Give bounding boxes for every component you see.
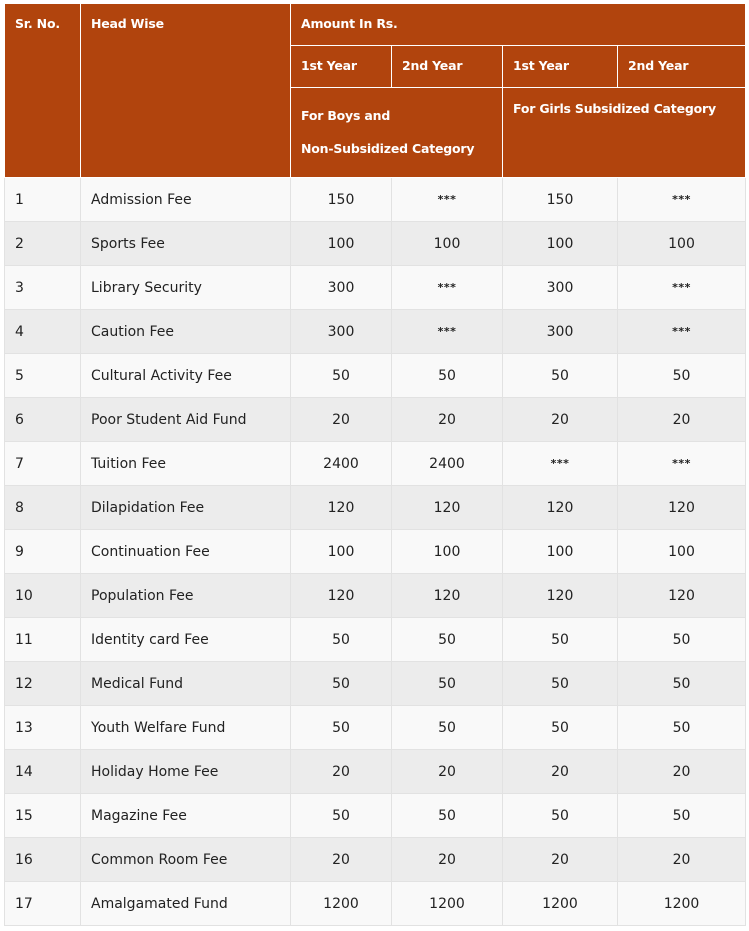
head-cell: Youth Welfare Fund — [81, 706, 291, 750]
boys-2nd-year-cell: 50 — [392, 618, 503, 662]
girls-2nd-year-cell: *** — [618, 266, 746, 310]
fee-table — [4, 3, 746, 926]
girls-2nd-year-cell: 50 — [618, 794, 746, 838]
girls-2nd-year-cell: 120 — [618, 486, 746, 530]
head-cell: Common Room Fee — [81, 838, 291, 882]
girls-2nd-year-cell: *** — [618, 178, 746, 222]
boys-1st-year-cell: 100 — [291, 222, 392, 266]
header-boys-line2: Non-Subsidized Category — [301, 141, 475, 156]
head-cell: Sports Fee — [81, 222, 291, 266]
girls-1st-year-cell: 50 — [503, 662, 618, 706]
sr-cell: 11 — [5, 618, 81, 662]
girls-1st-year-cell: 50 — [503, 794, 618, 838]
boys-2nd-year-cell: 50 — [392, 794, 503, 838]
girls-1st-year-cell: 120 — [503, 574, 618, 618]
boys-1st-year-cell: 50 — [291, 794, 392, 838]
boys-1st-year-cell: 2400 — [291, 442, 392, 486]
header-head-wise: Head Wise — [81, 4, 291, 178]
sr-cell: 6 — [5, 398, 81, 442]
girls-1st-year-cell: 20 — [503, 750, 618, 794]
boys-1st-year-cell: 50 — [291, 354, 392, 398]
header-amount: Amount In Rs. — [291, 4, 746, 46]
boys-2nd-year-cell: 20 — [392, 750, 503, 794]
table-row — [5, 794, 746, 838]
girls-1st-year-cell: 100 — [503, 222, 618, 266]
girls-1st-year-cell: 20 — [503, 398, 618, 442]
head-cell: Caution Fee — [81, 310, 291, 354]
girls-1st-year-cell: 300 — [503, 310, 618, 354]
table-row — [5, 618, 746, 662]
boys-2nd-year-cell: 20 — [392, 398, 503, 442]
table-row — [5, 530, 746, 574]
boys-1st-year-cell: 20 — [291, 398, 392, 442]
boys-2nd-year-cell: 100 — [392, 222, 503, 266]
table-row — [5, 882, 746, 926]
girls-2nd-year-cell: 20 — [618, 398, 746, 442]
header-girls-1st-year: 1st Year — [503, 46, 618, 88]
head-cell: Population Fee — [81, 574, 291, 618]
table-row — [5, 266, 746, 310]
table-row — [5, 310, 746, 354]
sr-cell: 12 — [5, 662, 81, 706]
boys-1st-year-cell: 150 — [291, 178, 392, 222]
table-row — [5, 662, 746, 706]
sr-cell: 2 — [5, 222, 81, 266]
boys-1st-year-cell: 120 — [291, 574, 392, 618]
boys-1st-year-cell: 100 — [291, 530, 392, 574]
header-girls-2nd-year: 2nd Year — [618, 46, 746, 88]
girls-1st-year-cell: *** — [503, 442, 618, 486]
boys-1st-year-cell: 300 — [291, 310, 392, 354]
boys-2nd-year-cell: *** — [392, 310, 503, 354]
girls-2nd-year-cell: 50 — [618, 706, 746, 750]
boys-1st-year-cell: 20 — [291, 750, 392, 794]
girls-2nd-year-cell: 100 — [618, 530, 746, 574]
boys-2nd-year-cell: 1200 — [392, 882, 503, 926]
table-row — [5, 838, 746, 882]
head-cell: Amalgamated Fund — [81, 882, 291, 926]
girls-1st-year-cell: 50 — [503, 706, 618, 750]
girls-1st-year-cell: 20 — [503, 838, 618, 882]
sr-cell: 1 — [5, 178, 81, 222]
girls-2nd-year-cell: *** — [618, 310, 746, 354]
girls-1st-year-cell: 50 — [503, 618, 618, 662]
girls-1st-year-cell: 50 — [503, 354, 618, 398]
girls-2nd-year-cell: 50 — [618, 354, 746, 398]
sr-cell: 7 — [5, 442, 81, 486]
boys-2nd-year-cell: 50 — [392, 354, 503, 398]
boys-2nd-year-cell: 50 — [392, 706, 503, 750]
boys-2nd-year-cell: *** — [392, 178, 503, 222]
head-cell: Magazine Fee — [81, 794, 291, 838]
table-body — [5, 178, 746, 926]
boys-2nd-year-cell: *** — [392, 266, 503, 310]
boys-2nd-year-cell: 100 — [392, 530, 503, 574]
head-cell: Medical Fund — [81, 662, 291, 706]
header-boys-line1: For Boys and — [301, 108, 391, 123]
head-cell: Cultural Activity Fee — [81, 354, 291, 398]
table-row — [5, 222, 746, 266]
boys-1st-year-cell: 50 — [291, 618, 392, 662]
head-cell: Holiday Home Fee — [81, 750, 291, 794]
girls-1st-year-cell: 1200 — [503, 882, 618, 926]
header-boys-2nd-year: 2nd Year — [392, 46, 503, 88]
sr-cell: 14 — [5, 750, 81, 794]
girls-1st-year-cell: 300 — [503, 266, 618, 310]
girls-2nd-year-cell: 100 — [618, 222, 746, 266]
girls-2nd-year-cell: 20 — [618, 750, 746, 794]
girls-2nd-year-cell: 1200 — [618, 882, 746, 926]
boys-1st-year-cell: 20 — [291, 838, 392, 882]
girls-2nd-year-cell: 50 — [618, 618, 746, 662]
sr-cell: 15 — [5, 794, 81, 838]
table-row — [5, 442, 746, 486]
table-row — [5, 574, 746, 618]
sr-cell: 9 — [5, 530, 81, 574]
header-girls-category: For Girls Subsidized Category — [503, 88, 746, 178]
table-row — [5, 750, 746, 794]
sr-cell: 10 — [5, 574, 81, 618]
boys-1st-year-cell: 300 — [291, 266, 392, 310]
girls-2nd-year-cell: 20 — [618, 838, 746, 882]
sr-cell: 8 — [5, 486, 81, 530]
head-cell: Dilapidation Fee — [81, 486, 291, 530]
table-row — [5, 178, 746, 222]
table-header — [5, 4, 746, 178]
head-cell: Library Security — [81, 266, 291, 310]
head-cell: Poor Student Aid Fund — [81, 398, 291, 442]
sr-cell: 4 — [5, 310, 81, 354]
girls-1st-year-cell: 100 — [503, 530, 618, 574]
girls-2nd-year-cell: *** — [618, 442, 746, 486]
boys-1st-year-cell: 50 — [291, 662, 392, 706]
boys-2nd-year-cell: 120 — [392, 486, 503, 530]
girls-1st-year-cell: 150 — [503, 178, 618, 222]
header-boys-1st-year: 1st Year — [291, 46, 392, 88]
table-row — [5, 706, 746, 750]
boys-2nd-year-cell: 50 — [392, 662, 503, 706]
boys-1st-year-cell: 120 — [291, 486, 392, 530]
head-cell: Admission Fee — [81, 178, 291, 222]
boys-1st-year-cell: 50 — [291, 706, 392, 750]
head-cell: Continuation Fee — [81, 530, 291, 574]
boys-2nd-year-cell: 2400 — [392, 442, 503, 486]
sr-cell: 13 — [5, 706, 81, 750]
boys-2nd-year-cell: 20 — [392, 838, 503, 882]
header-sr-no: Sr. No. — [5, 4, 81, 178]
sr-cell: 16 — [5, 838, 81, 882]
boys-1st-year-cell: 1200 — [291, 882, 392, 926]
sr-cell: 17 — [5, 882, 81, 926]
header-boys-category — [291, 88, 503, 178]
boys-2nd-year-cell: 120 — [392, 574, 503, 618]
table-row — [5, 486, 746, 530]
girls-1st-year-cell: 120 — [503, 486, 618, 530]
head-cell: Tuition Fee — [81, 442, 291, 486]
girls-2nd-year-cell: 120 — [618, 574, 746, 618]
table-row — [5, 354, 746, 398]
girls-2nd-year-cell: 50 — [618, 662, 746, 706]
sr-cell: 3 — [5, 266, 81, 310]
head-cell: Identity card Fee — [81, 618, 291, 662]
table-row — [5, 398, 746, 442]
sr-cell: 5 — [5, 354, 81, 398]
